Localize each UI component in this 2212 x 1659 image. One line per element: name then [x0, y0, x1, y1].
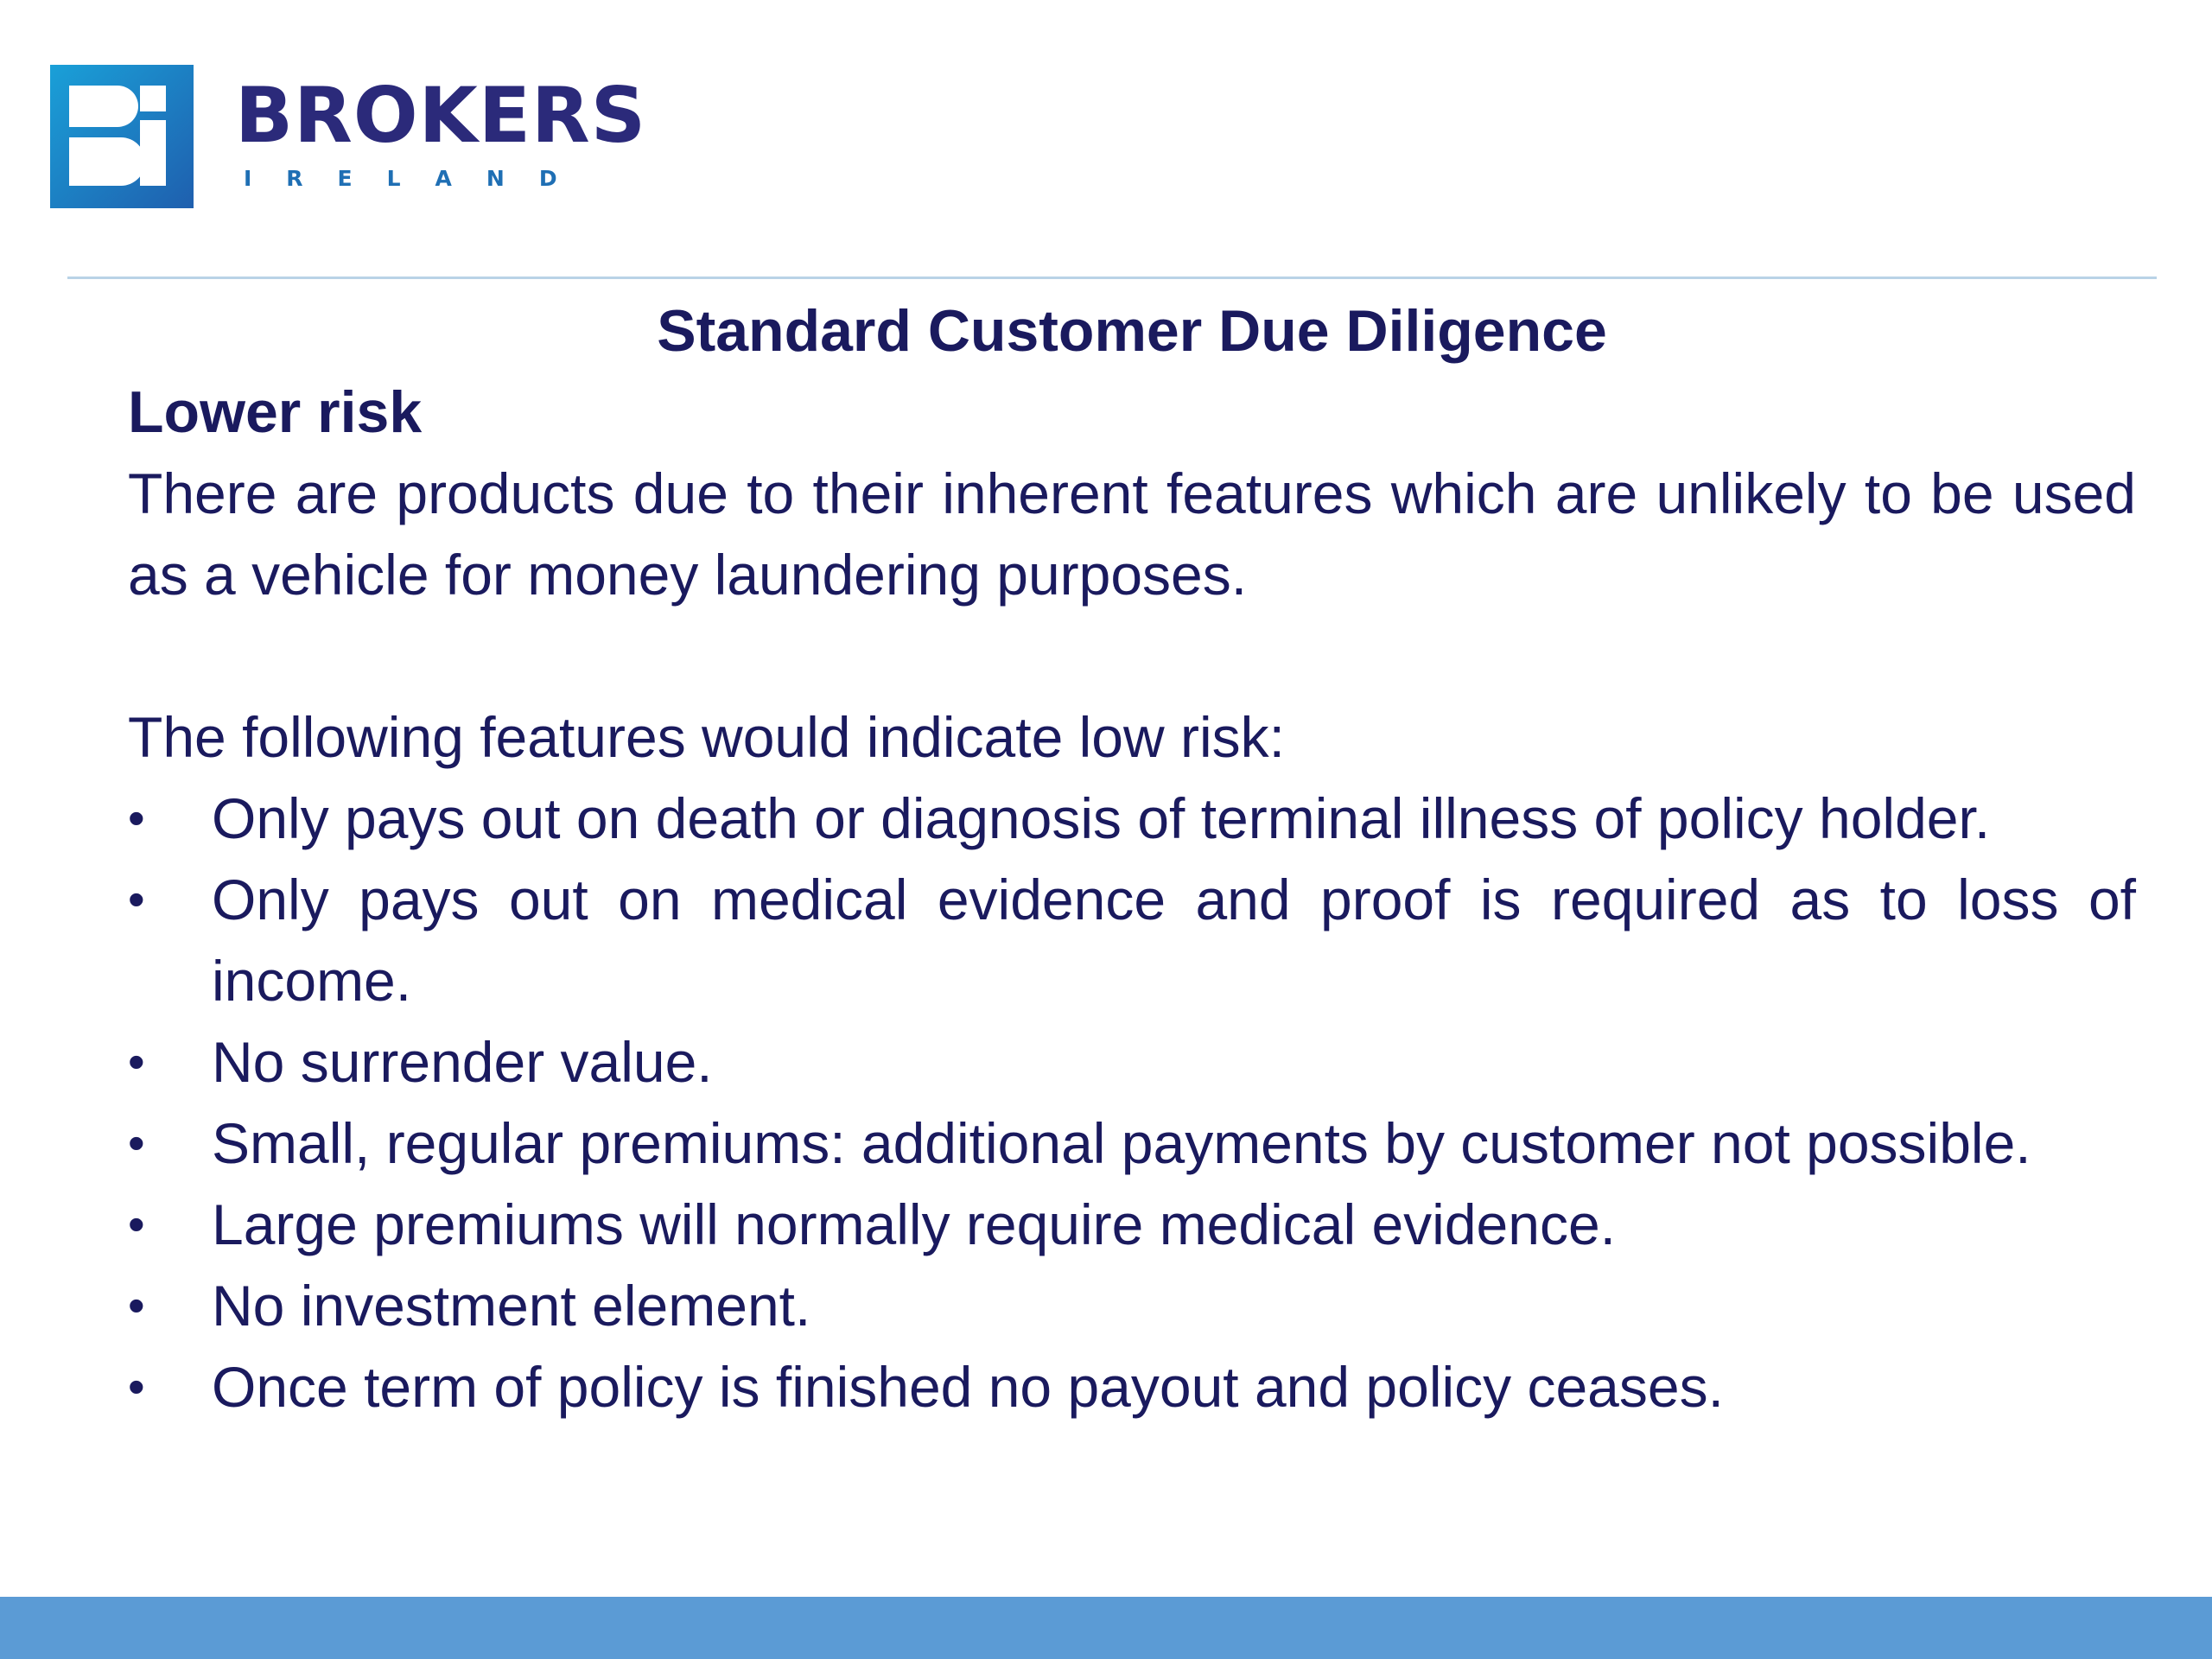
bullet-icon: • [128, 1197, 145, 1251]
logo-wordmark: BROKERS [235, 71, 647, 160]
list-item-text: No surrender value. [212, 1030, 713, 1094]
list-item [128, 778, 2136, 859]
bullet-icon: • [128, 1359, 145, 1414]
header-divider [67, 276, 2157, 279]
lead-in-text: The following features would indicate low risk: [128, 705, 1285, 769]
section-heading: Lower risk [128, 379, 423, 445]
list-item-text: Small, regular premiums: additional payments by customer not possible. [212, 1111, 2031, 1175]
bullet-icon: • [128, 1034, 145, 1089]
footer-bar [0, 1597, 2212, 1659]
list-item [128, 1346, 2136, 1427]
list-item [128, 1265, 2136, 1346]
list-item-text: Only pays out on medical evidence and proof is required as to loss of income. [212, 868, 2136, 1013]
list-item [128, 1021, 2136, 1103]
low-risk-features-list [128, 778, 2136, 1427]
list-item [128, 1184, 2136, 1265]
slide-content [128, 290, 2136, 1427]
brokers-ireland-logo [50, 64, 646, 209]
list-item-text: Only pays out on death or diagnosis of terminal illness of policy holder. [212, 786, 1991, 850]
logo-subtitle: IRELAND [244, 166, 592, 191]
intro-paragraph: There are products due to their inherent features which are unlikely to be used as a vehicle for money laundering purposes. [128, 461, 2136, 607]
list-item [128, 1103, 2136, 1184]
bi-logo-icon [50, 65, 194, 208]
list-item-text: Once term of policy is finished no payout and policy ceases. [212, 1355, 1724, 1419]
bullet-icon: • [128, 872, 145, 926]
list-item-text: Large premiums will normally require medical evidence. [212, 1192, 1616, 1256]
bullet-icon: • [128, 1278, 145, 1332]
slide-title: Standard Customer Due Diligence [657, 298, 1607, 364]
list-item-text: No investment element. [212, 1274, 811, 1338]
paragraph-spacer [128, 615, 2136, 696]
bullet-icon: • [128, 791, 145, 845]
list-item [128, 859, 2136, 1021]
bullet-icon: • [128, 1116, 145, 1170]
